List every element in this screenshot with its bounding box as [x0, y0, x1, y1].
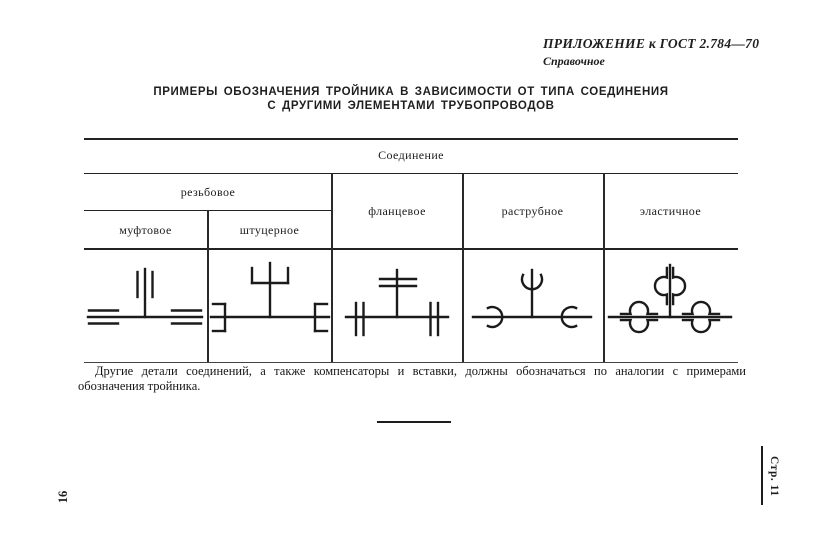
- table-bottom-border: [84, 362, 738, 363]
- appendix-subtitle: Справочное: [543, 54, 605, 68]
- note-line2: обозначения тройника.: [78, 378, 201, 393]
- coupling-threaded-tee-icon: [80, 255, 210, 355]
- page-title-line2: С ДРУГИМИ ЭЛЕМЕНТАМИ ТРУБОПРОВОДОВ: [267, 100, 555, 112]
- column-header-coupling: муфтовое: [119, 223, 172, 237]
- union-threaded-tee-icon: [205, 255, 335, 355]
- column-divider-3: [462, 173, 464, 362]
- socket-bell-tee-icon: [467, 255, 597, 355]
- section-end-rule: [377, 421, 451, 423]
- group-header-threaded: резьбовое: [180, 185, 236, 199]
- page-title: [84, 85, 738, 113]
- page-title-line1: ПРИМЕРЫ ОБОЗНАЧЕНИЯ ТРОЙНИКА В ЗАВИСИМОСТИ ОТ ТИПА СОЕДИНЕНИЯ: [153, 86, 669, 98]
- table-header-connection: Соединение: [378, 148, 444, 162]
- column-header-flanged: фланцевое: [368, 204, 426, 218]
- page-label-rule: [761, 446, 763, 505]
- table-header-rule: [84, 173, 738, 174]
- column-header-union: штуцерное: [239, 223, 300, 237]
- column-header-socket: раструбное: [501, 204, 564, 218]
- flanged-tee-icon: [332, 255, 462, 355]
- column-header-elastic: эластичное: [639, 204, 702, 218]
- page-label: Стр. 11: [768, 455, 780, 497]
- note-paragraph: [78, 364, 746, 393]
- appendix-header: [543, 36, 773, 69]
- table-top-border: [84, 138, 738, 140]
- page-number: 16: [56, 490, 70, 504]
- elastic-tee-icon: [605, 255, 735, 355]
- appendix-reference: ПРИЛОЖЕНИЕ к ГОСТ 2.784—70: [543, 36, 760, 51]
- note-line1: Другие детали соединений, а также компенсаторы и вставки, должны обозначаться по аналогии с примерами: [95, 364, 746, 378]
- table-body-rule: [84, 248, 738, 250]
